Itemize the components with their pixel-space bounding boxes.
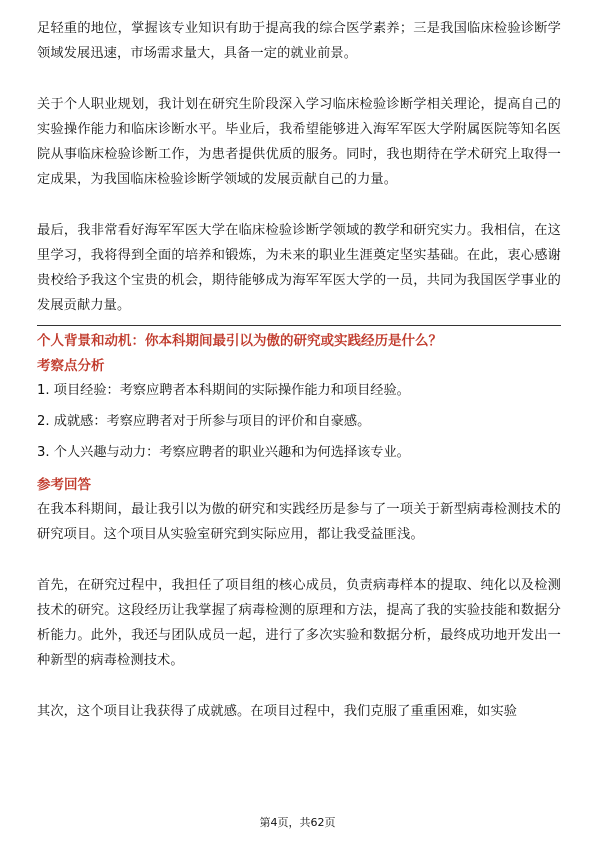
question-title: 个人背景和动机：你本科期间最引以为傲的研究或实践经历是什么？ (37, 333, 442, 349)
intro-paragraph-2: 关于个人职业规划，我计划在研究生阶段深入学习临床检验诊断学相关理论，提高自己的实验操作能力和临床诊断水平。毕业后，我希望能够进入海军军医大学附属医院等知名医院从事临床检验诊断工作，为患者提供优质的服务。同时，我也期待在学术研究上取得一定成果，为我国临床检验诊断学领域的发展贡献自己的力量。 (37, 97, 561, 187)
document-page (37, 16, 561, 724)
analysis-item-2: 2. 成就感：考察应聘者对于所参与项目的评价和自豪感。 (37, 414, 371, 429)
page-number-footer: 第4页，共62页 (259, 816, 336, 829)
section-divider (37, 325, 561, 326)
answer-heading: 参考回答 (37, 477, 91, 493)
answer-paragraph-2: 首先，在研究过程中，我担任了项目组的核心成员，负责病毒样本的提取、纯化以及检测技术的研究。这段经历让我掌握了病毒检测的原理和方法，提高了我的实验技能和数据分析能力。此外，我还与团队成员一起，进行了多次实验和数据分析，最终成功地开发出一种新型的病毒检测技术。 (37, 578, 561, 668)
intro-paragraph-1: 足轻重的地位，掌握该专业知识有助于提高我的综合医学素养；三是我国临床检验诊断学领域发展迅速，市场需求量大，具备一定的就业前景。 (37, 21, 561, 61)
answer-paragraph-1: 在我本科期间，最让我引以为傲的研究和实践经历是参与了一项关于新型病毒检测技术的研究项目。这个项目从实验室研究到实际应用，都让我受益匪浅。 (37, 502, 561, 542)
answer-paragraph-3: 其次，这个项目让我获得了成就感。在项目过程中，我们克服了重重困难，如实验 (37, 704, 518, 719)
analysis-item-1: 1. 项目经验：考察应聘者本科期间的实际操作能力和项目经验。 (37, 383, 410, 398)
analysis-item-3: 3. 个人兴趣与动力：考察应聘者的职业兴趣和为何选择该专业。 (37, 445, 410, 460)
intro-paragraph-3: 最后，我非常看好海军军医大学在临床检验诊断学领域的教学和研究实力。我相信，在这里学习，我将得到全面的培养和锻炼，为未来的职业生涯奠定坚实基础。在此，衷心感谢贵校给予我这个宝贵的机会，期待能够成为海军军医大学的一员，共同为我国医学事业的发展贡献力量。 (37, 223, 561, 313)
analysis-heading: 考察点分析 (37, 358, 105, 374)
